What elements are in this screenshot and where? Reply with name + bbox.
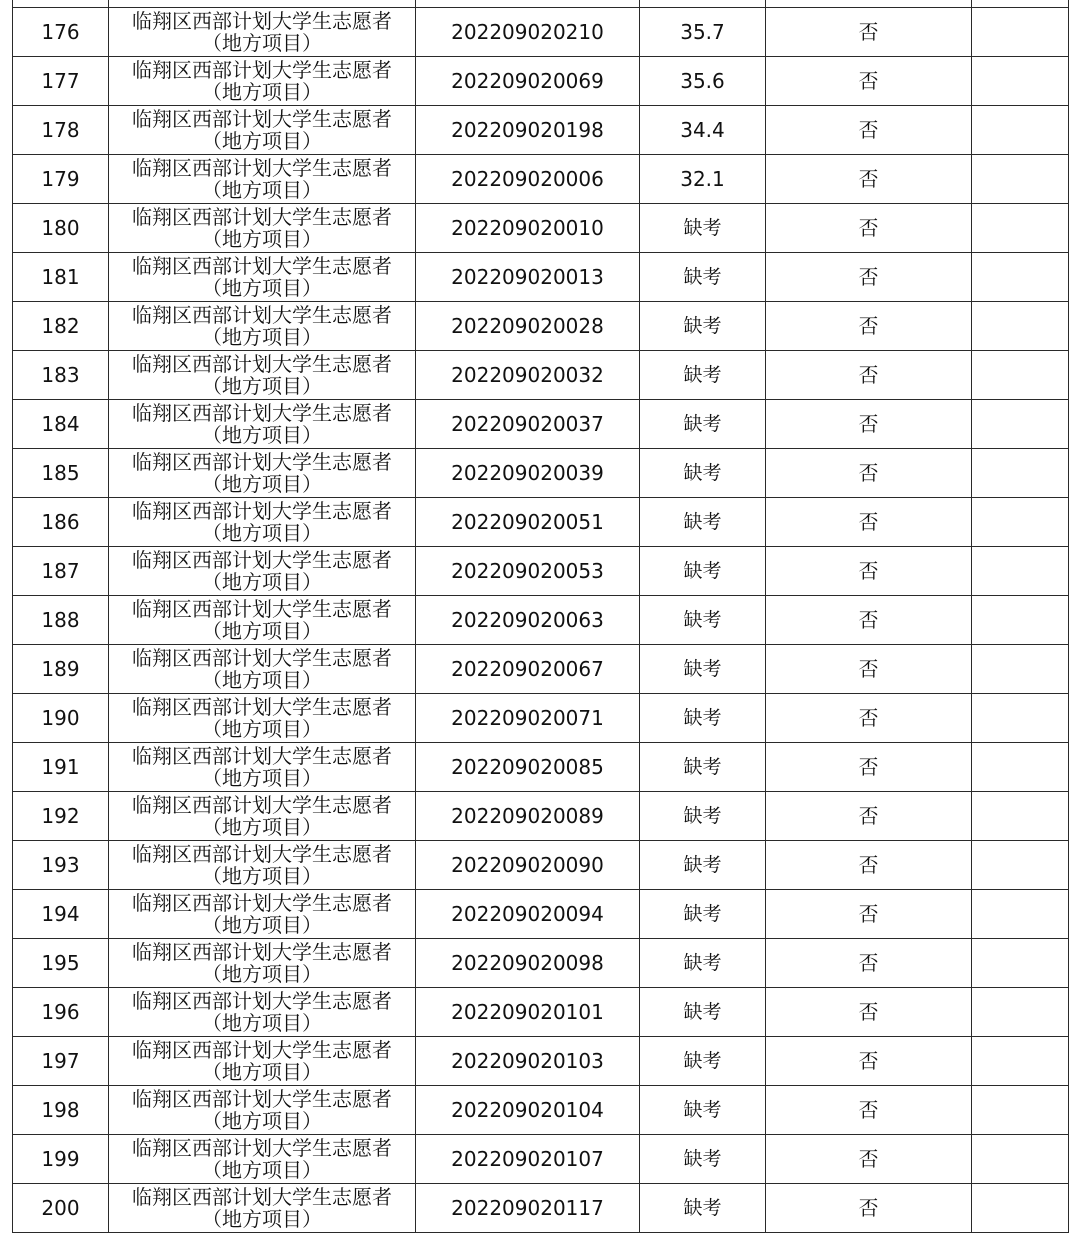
row-number-cell: 198 xyxy=(13,1086,109,1135)
row-number-cell: 184 xyxy=(13,400,109,449)
post-name-cell xyxy=(109,596,416,645)
ticket-number-cell: 202209020107 xyxy=(416,1135,640,1184)
table-cell-empty xyxy=(13,0,109,8)
post-name-line: 临翔区西部计划大学生志愿者 xyxy=(132,597,392,621)
row-number-cell: 192 xyxy=(13,792,109,841)
post-type-line: （地方项目） xyxy=(202,178,322,202)
row-number-cell: 188 xyxy=(13,596,109,645)
ticket-number-cell: 202209020090 xyxy=(416,841,640,890)
interview-flag-cell: 否 xyxy=(766,841,972,890)
ticket-number-cell: 202209020010 xyxy=(416,204,640,253)
ticket-number-cell: 202209020039 xyxy=(416,449,640,498)
post-type-line: （地方项目） xyxy=(202,962,322,986)
remark-cell xyxy=(972,792,1069,841)
row-number-cell: 180 xyxy=(13,204,109,253)
interview-flag-cell: 否 xyxy=(766,57,972,106)
remark-cell xyxy=(972,743,1069,792)
ticket-number-cell: 202209020069 xyxy=(416,57,640,106)
post-name-cell xyxy=(109,939,416,988)
post-type-line: （地方项目） xyxy=(202,815,322,839)
ticket-number-cell: 202209020101 xyxy=(416,988,640,1037)
table-row xyxy=(13,547,1069,596)
interview-flag-cell: 否 xyxy=(766,1037,972,1086)
score-cell: 缺考 xyxy=(640,988,766,1037)
interview-flag-cell: 否 xyxy=(766,302,972,351)
post-type-line: （地方项目） xyxy=(202,570,322,594)
post-name-line: 临翔区西部计划大学生志愿者 xyxy=(132,842,392,866)
row-number-cell: 197 xyxy=(13,1037,109,1086)
post-name-cell xyxy=(109,498,416,547)
post-type-line: （地方项目） xyxy=(202,1011,322,1035)
score-cell: 缺考 xyxy=(640,792,766,841)
interview-flag-cell: 否 xyxy=(766,449,972,498)
score-cell: 缺考 xyxy=(640,1037,766,1086)
score-cell: 缺考 xyxy=(640,1086,766,1135)
interview-flag-cell: 否 xyxy=(766,1086,972,1135)
post-type-line: （地方项目） xyxy=(202,129,322,153)
interview-flag-cell: 否 xyxy=(766,8,972,57)
score-cell: 缺考 xyxy=(640,400,766,449)
table-row xyxy=(13,1086,1069,1135)
table-row xyxy=(13,988,1069,1037)
score-cell: 35.6 xyxy=(640,57,766,106)
remark-cell xyxy=(972,449,1069,498)
interview-flag-cell: 否 xyxy=(766,792,972,841)
post-type-line: （地方项目） xyxy=(202,1109,322,1133)
remark-cell xyxy=(972,1037,1069,1086)
post-name-line: 临翔区西部计划大学生志愿者 xyxy=(132,1136,392,1160)
ticket-number-cell: 202209020198 xyxy=(416,106,640,155)
post-name-line: 临翔区西部计划大学生志愿者 xyxy=(132,891,392,915)
remark-cell xyxy=(972,204,1069,253)
interview-flag-cell: 否 xyxy=(766,743,972,792)
score-cell: 缺考 xyxy=(640,1184,766,1233)
table-row xyxy=(13,939,1069,988)
post-name-cell xyxy=(109,8,416,57)
score-cell: 缺考 xyxy=(640,743,766,792)
post-name-line: 临翔区西部计划大学生志愿者 xyxy=(132,9,392,33)
score-cell: 缺考 xyxy=(640,351,766,400)
ticket-number-cell: 202209020028 xyxy=(416,302,640,351)
post-name-line: 临翔区西部计划大学生志愿者 xyxy=(132,156,392,180)
post-name-line: 临翔区西部计划大学生志愿者 xyxy=(132,450,392,474)
table-row xyxy=(13,8,1069,57)
row-number-cell: 181 xyxy=(13,253,109,302)
table-row xyxy=(13,253,1069,302)
table-row xyxy=(13,1135,1069,1184)
table-row xyxy=(13,792,1069,841)
ticket-number-cell: 202209020063 xyxy=(416,596,640,645)
score-cell: 缺考 xyxy=(640,841,766,890)
row-number-cell: 194 xyxy=(13,890,109,939)
interview-flag-cell: 否 xyxy=(766,939,972,988)
post-type-line: （地方项目） xyxy=(202,276,322,300)
post-name-line: 临翔区西部计划大学生志愿者 xyxy=(132,352,392,376)
post-type-line: （地方项目） xyxy=(202,668,322,692)
remark-cell xyxy=(972,1086,1069,1135)
remark-cell xyxy=(972,596,1069,645)
remark-cell xyxy=(972,400,1069,449)
ticket-number-cell: 202209020103 xyxy=(416,1037,640,1086)
interview-flag-cell: 否 xyxy=(766,498,972,547)
results-table-body xyxy=(13,0,1069,1233)
score-cell: 缺考 xyxy=(640,939,766,988)
table-cell-empty xyxy=(640,0,766,8)
remark-cell xyxy=(972,694,1069,743)
remark-cell xyxy=(972,498,1069,547)
interview-flag-cell: 否 xyxy=(766,155,972,204)
table-cell-empty xyxy=(766,0,972,8)
interview-flag-cell: 否 xyxy=(766,1135,972,1184)
post-type-line: （地方项目） xyxy=(202,374,322,398)
post-name-line: 临翔区西部计划大学生志愿者 xyxy=(132,499,392,523)
table-row-partial xyxy=(13,0,1069,8)
score-cell: 缺考 xyxy=(640,645,766,694)
score-cell: 缺考 xyxy=(640,1135,766,1184)
post-type-line: （地方项目） xyxy=(202,521,322,545)
interview-flag-cell: 否 xyxy=(766,1184,972,1233)
row-number-cell: 182 xyxy=(13,302,109,351)
post-name-cell xyxy=(109,204,416,253)
remark-cell xyxy=(972,939,1069,988)
table-row xyxy=(13,841,1069,890)
remark-cell xyxy=(972,645,1069,694)
post-name-line: 临翔区西部计划大学生志愿者 xyxy=(132,401,392,425)
table-row xyxy=(13,694,1069,743)
post-type-line: （地方项目） xyxy=(202,864,322,888)
table-row xyxy=(13,1184,1069,1233)
table-cell-empty xyxy=(972,0,1069,8)
post-name-line: 临翔区西部计划大学生志愿者 xyxy=(132,744,392,768)
post-type-line: （地方项目） xyxy=(202,31,322,55)
table-row xyxy=(13,400,1069,449)
ticket-number-cell: 202209020053 xyxy=(416,547,640,596)
post-name-cell xyxy=(109,302,416,351)
post-name-line: 临翔区西部计划大学生志愿者 xyxy=(132,1038,392,1062)
table-row xyxy=(13,302,1069,351)
post-name-cell xyxy=(109,645,416,694)
table-row xyxy=(13,890,1069,939)
post-type-line: （地方项目） xyxy=(202,227,322,251)
post-name-line: 临翔区西部计划大学生志愿者 xyxy=(132,793,392,817)
table-row xyxy=(13,1037,1069,1086)
interview-flag-cell: 否 xyxy=(766,596,972,645)
post-name-line: 临翔区西部计划大学生志愿者 xyxy=(132,303,392,327)
post-type-line: （地方项目） xyxy=(202,1207,322,1231)
table-row xyxy=(13,596,1069,645)
post-name-cell xyxy=(109,792,416,841)
score-cell: 32.1 xyxy=(640,155,766,204)
remark-cell xyxy=(972,841,1069,890)
post-name-line: 临翔区西部计划大学生志愿者 xyxy=(132,58,392,82)
post-name-cell xyxy=(109,547,416,596)
interview-flag-cell: 否 xyxy=(766,694,972,743)
post-name-cell xyxy=(109,57,416,106)
ticket-number-cell: 202209020085 xyxy=(416,743,640,792)
remark-cell xyxy=(972,8,1069,57)
post-type-line: （地方项目） xyxy=(202,766,322,790)
score-cell: 缺考 xyxy=(640,890,766,939)
post-name-cell xyxy=(109,155,416,204)
post-type-line: （地方项目） xyxy=(202,913,322,937)
ticket-number-cell: 202209020032 xyxy=(416,351,640,400)
post-name-line: 临翔区西部计划大学生志愿者 xyxy=(132,1087,392,1111)
score-cell: 缺考 xyxy=(640,596,766,645)
interview-flag-cell: 否 xyxy=(766,547,972,596)
post-type-line: （地方项目） xyxy=(202,1060,322,1084)
post-name-cell xyxy=(109,1135,416,1184)
table-row xyxy=(13,204,1069,253)
row-number-cell: 189 xyxy=(13,645,109,694)
ticket-number-cell: 202209020210 xyxy=(416,8,640,57)
table-row xyxy=(13,743,1069,792)
ticket-number-cell: 202209020098 xyxy=(416,939,640,988)
interview-flag-cell: 否 xyxy=(766,890,972,939)
score-cell: 缺考 xyxy=(640,253,766,302)
row-number-cell: 185 xyxy=(13,449,109,498)
ticket-number-cell: 202209020013 xyxy=(416,253,640,302)
row-number-cell: 193 xyxy=(13,841,109,890)
row-number-cell: 178 xyxy=(13,106,109,155)
post-type-line: （地方项目） xyxy=(202,325,322,349)
post-name-line: 临翔区西部计划大学生志愿者 xyxy=(132,695,392,719)
post-name-cell xyxy=(109,694,416,743)
interview-flag-cell: 否 xyxy=(766,253,972,302)
post-name-line: 临翔区西部计划大学生志愿者 xyxy=(132,646,392,670)
table-cell-empty xyxy=(416,0,640,8)
row-number-cell: 187 xyxy=(13,547,109,596)
post-name-line: 临翔区西部计划大学生志愿者 xyxy=(132,205,392,229)
results-table xyxy=(12,0,1069,1233)
ticket-number-cell: 202209020051 xyxy=(416,498,640,547)
post-name-cell xyxy=(109,1037,416,1086)
score-cell: 缺考 xyxy=(640,302,766,351)
row-number-cell: 179 xyxy=(13,155,109,204)
row-number-cell: 183 xyxy=(13,351,109,400)
remark-cell xyxy=(972,988,1069,1037)
post-name-cell xyxy=(109,1184,416,1233)
post-type-line: （地方项目） xyxy=(202,1158,322,1182)
table-row xyxy=(13,498,1069,547)
post-name-cell xyxy=(109,743,416,792)
post-name-line: 临翔区西部计划大学生志愿者 xyxy=(132,989,392,1013)
post-name-cell xyxy=(109,106,416,155)
table-row xyxy=(13,449,1069,498)
post-name-cell xyxy=(109,253,416,302)
score-cell: 缺考 xyxy=(640,694,766,743)
table-row xyxy=(13,645,1069,694)
post-name-cell xyxy=(109,400,416,449)
table-row xyxy=(13,155,1069,204)
remark-cell xyxy=(972,547,1069,596)
post-name-cell xyxy=(109,1086,416,1135)
remark-cell xyxy=(972,57,1069,106)
post-type-line: （地方项目） xyxy=(202,472,322,496)
ticket-number-cell: 202209020089 xyxy=(416,792,640,841)
post-type-line: （地方项目） xyxy=(202,80,322,104)
remark-cell xyxy=(972,155,1069,204)
row-number-cell: 196 xyxy=(13,988,109,1037)
post-name-cell xyxy=(109,988,416,1037)
post-type-line: （地方项目） xyxy=(202,423,322,447)
post-name-line: 临翔区西部计划大学生志愿者 xyxy=(132,940,392,964)
row-number-cell: 190 xyxy=(13,694,109,743)
ticket-number-cell: 202209020071 xyxy=(416,694,640,743)
table-row xyxy=(13,106,1069,155)
remark-cell xyxy=(972,890,1069,939)
score-cell: 缺考 xyxy=(640,547,766,596)
ticket-number-cell: 202209020067 xyxy=(416,645,640,694)
interview-flag-cell: 否 xyxy=(766,645,972,694)
interview-flag-cell: 否 xyxy=(766,106,972,155)
table-row xyxy=(13,351,1069,400)
row-number-cell: 176 xyxy=(13,8,109,57)
ticket-number-cell: 202209020104 xyxy=(416,1086,640,1135)
remark-cell xyxy=(972,351,1069,400)
remark-cell xyxy=(972,1135,1069,1184)
post-name-cell xyxy=(109,351,416,400)
post-name-line: 临翔区西部计划大学生志愿者 xyxy=(132,107,392,131)
row-number-cell: 191 xyxy=(13,743,109,792)
post-name-cell xyxy=(109,841,416,890)
row-number-cell: 199 xyxy=(13,1135,109,1184)
post-name-cell xyxy=(109,449,416,498)
remark-cell xyxy=(972,302,1069,351)
row-number-cell: 200 xyxy=(13,1184,109,1233)
score-cell: 34.4 xyxy=(640,106,766,155)
interview-flag-cell: 否 xyxy=(766,400,972,449)
post-name-cell xyxy=(109,890,416,939)
score-cell: 缺考 xyxy=(640,449,766,498)
ticket-number-cell: 202209020117 xyxy=(416,1184,640,1233)
remark-cell xyxy=(972,253,1069,302)
ticket-number-cell: 202209020094 xyxy=(416,890,640,939)
interview-flag-cell: 否 xyxy=(766,988,972,1037)
row-number-cell: 195 xyxy=(13,939,109,988)
interview-flag-cell: 否 xyxy=(766,204,972,253)
table-cell-empty xyxy=(109,0,416,8)
post-name-line: 临翔区西部计划大学生志愿者 xyxy=(132,254,392,278)
post-type-line: （地方项目） xyxy=(202,717,322,741)
post-name-line: 临翔区西部计划大学生志愿者 xyxy=(132,1185,392,1209)
row-number-cell: 186 xyxy=(13,498,109,547)
score-cell: 35.7 xyxy=(640,8,766,57)
table-row xyxy=(13,57,1069,106)
score-cell: 缺考 xyxy=(640,204,766,253)
ticket-number-cell: 202209020006 xyxy=(416,155,640,204)
remark-cell xyxy=(972,106,1069,155)
score-cell: 缺考 xyxy=(640,498,766,547)
post-type-line: （地方项目） xyxy=(202,619,322,643)
row-number-cell: 177 xyxy=(13,57,109,106)
ticket-number-cell: 202209020037 xyxy=(416,400,640,449)
remark-cell xyxy=(972,1184,1069,1233)
post-name-line: 临翔区西部计划大学生志愿者 xyxy=(132,548,392,572)
interview-flag-cell: 否 xyxy=(766,351,972,400)
